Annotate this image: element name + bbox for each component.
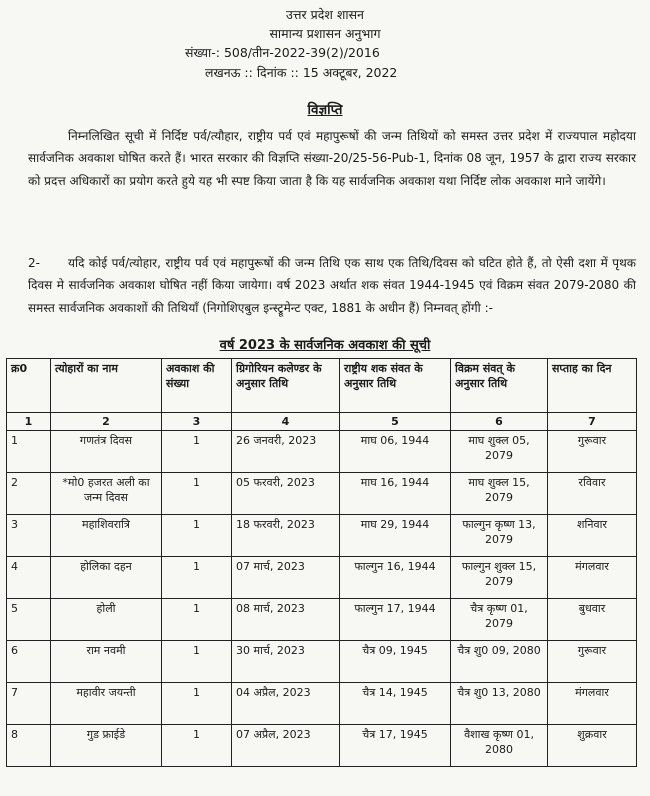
table-header-row <box>7 359 637 413</box>
cell-name: गुड फ्राईडे <box>51 725 162 767</box>
cell-greg: 07 अप्रैल, 2023 <box>232 725 340 767</box>
cell-num: 4 <box>7 557 51 599</box>
table-row <box>7 683 637 725</box>
cell-weekday: मंगलवार <box>548 683 637 725</box>
cell-num: 8 <box>7 725 51 767</box>
cell-name: गणतंत्र दिवस <box>51 431 162 473</box>
cell-name: होली <box>51 599 162 641</box>
cell-weekday: गुरूवार <box>548 431 637 473</box>
cell-shaka: माघ 29, 1944 <box>340 515 451 557</box>
cell-days: 1 <box>162 431 232 473</box>
cell-shaka: फाल्गुन 17, 1944 <box>340 599 451 641</box>
cell-shaka: फाल्गुन 16, 1944 <box>340 557 451 599</box>
cell-shaka: चैत्र 17, 1945 <box>340 725 451 767</box>
header-shaka: राष्ट्रीय शक संवत के अनुसार तिथि <box>340 359 451 413</box>
column-number: 3 <box>162 413 232 431</box>
header-weekday: सप्ताह का दिन <box>548 359 637 413</box>
cell-vikram: फाल्गुन शुक्ल 15, 2079 <box>451 557 548 599</box>
cell-shaka: माघ 16, 1944 <box>340 473 451 515</box>
cell-weekday: शुक्रवार <box>548 725 637 767</box>
cell-name: महावीर जयन्ती <box>51 683 162 725</box>
paragraph-2 <box>28 252 636 319</box>
cell-days: 1 <box>162 515 232 557</box>
column-number: 5 <box>340 413 451 431</box>
cell-name: राम नवमी <box>51 641 162 683</box>
notice-title: विज्ञप्ति <box>307 102 343 118</box>
cell-shaka: चैत्र 14, 1945 <box>340 683 451 725</box>
cell-days: 1 <box>162 599 232 641</box>
header-vikram: विक्रम संवत् के अनुसार तिथि <box>451 359 548 413</box>
column-number: 6 <box>451 413 548 431</box>
table-row <box>7 557 637 599</box>
cell-weekday: रविवार <box>548 473 637 515</box>
table-row <box>7 431 637 473</box>
column-number: 4 <box>232 413 340 431</box>
header-greg: ग्रिगोरियन कलेण्डर के अनुसार तिथि <box>232 359 340 413</box>
cell-vikram: माघ शुक्ल 05, 2079 <box>451 431 548 473</box>
cell-num: 1 <box>7 431 51 473</box>
table-title: वर्ष 2023 के सार्वजनिक अवकाश की सूची <box>219 338 431 353</box>
cell-num: 2 <box>7 473 51 515</box>
header-name: त्योहारों का नाम <box>51 359 162 413</box>
table-row <box>7 515 637 557</box>
column-number-row <box>7 413 637 431</box>
cell-num: 6 <box>7 641 51 683</box>
cell-name: *मो0 हजरत अली का जन्म दिवस <box>51 473 162 515</box>
table-row <box>7 641 637 683</box>
cell-greg: 26 जनवरी, 2023 <box>232 431 340 473</box>
cell-greg: 08 मार्च, 2023 <box>232 599 340 641</box>
cell-num: 5 <box>7 599 51 641</box>
cell-vikram: चैत्र शु0 09, 2080 <box>451 641 548 683</box>
cell-num: 3 <box>7 515 51 557</box>
holiday-table <box>6 358 637 767</box>
cell-vikram: चैत्र शु0 13, 2080 <box>451 683 548 725</box>
header-num: क्र0 <box>7 359 51 413</box>
cell-num: 7 <box>7 683 51 725</box>
cell-name: होलिका दहन <box>51 557 162 599</box>
column-number: 7 <box>548 413 637 431</box>
cell-weekday: गुरूवार <box>548 641 637 683</box>
cell-greg: 07 मार्च, 2023 <box>232 557 340 599</box>
cell-days: 1 <box>162 641 232 683</box>
govt-name: उत्तर प्रदेश शासन <box>286 7 364 22</box>
cell-greg: 18 फरवरी, 2023 <box>232 515 340 557</box>
cell-shaka: चैत्र 09, 1945 <box>340 641 451 683</box>
cell-greg: 30 मार्च, 2023 <box>232 641 340 683</box>
department-name: सामान्य प्रशासन अनुभाग <box>269 26 381 41</box>
header-days: अवकाश की संख्या <box>162 359 232 413</box>
table-row <box>7 725 637 767</box>
cell-vikram: वैशाख कृष्ण 01, 2080 <box>451 725 548 767</box>
cell-days: 1 <box>162 725 232 767</box>
reference-number: संख्या-: 508/तीन-2022-39(2)/2016 <box>185 45 380 60</box>
cell-vikram: माघ शुक्ल 15, 2079 <box>451 473 548 515</box>
paragraph-1: निम्नलिखित सूची में निर्दिष्ट पर्व/त्यौहार, राष्ट्रीय पर्व एवं महापुरूषों की जन्म तिथियों को समस्त उत्तर प्रदेश में राज्यपाल महोदया सार्वजनिक अवकाश घोषित करते हैं। भारत सरकार की विज्ञप्ति संख्या-20/25-56-Pub-1, दिनांक 08 जून, 1957 के द्वारा राज्य सरकार को प्रदत्त अधिकारों का प्रयोग करते हुये यह भी स्पष्ट किया जाता है कि यह सार्वजनिक अवकाश यथा निर्दिष्ट लोक अवकाश माने जायेंगे। <box>28 129 636 188</box>
cell-vikram: फाल्गुन कृष्ण 13, 2079 <box>451 515 548 557</box>
cell-greg: 05 फरवरी, 2023 <box>232 473 340 515</box>
cell-weekday: बुधवार <box>548 599 637 641</box>
cell-shaka: माघ 06, 1944 <box>340 431 451 473</box>
cell-greg: 04 अप्रैल, 2023 <box>232 683 340 725</box>
cell-days: 1 <box>162 557 232 599</box>
table-row <box>7 473 637 515</box>
paragraph-2-text: यदि कोई पर्व/त्योहार, राष्ट्रीय पर्व एवं महापुरूषों की जन्म तिथि एक साथ एक तिथि/दिवस को घटित होते हैं, तो ऐसी दशा में पृथक दिवस मे सार्वजनिक अवकाश घोषित नहीं किया जायेगा। वर्ष 2023 अर्थात शक संवत 1944-1945 एवं विक्रम संवत 2079-2080 की समस्त सार्वजनिक अवकाशों की तिथियाँ (निगोशिएबुल इन्स्ट्रूमेन्ट एक्ट, 1881 के अधीन हैं) निम्नवत् होंगी :- <box>28 256 636 315</box>
cell-vikram: चैत्र कृष्ण 01, 2079 <box>451 599 548 641</box>
column-number: 2 <box>51 413 162 431</box>
cell-weekday: मंगलवार <box>548 557 637 599</box>
issue-date: लखनऊ :: दिनांक :: 15 अक्टूबर, 2022 <box>205 65 398 80</box>
paragraph-2-number: 2- <box>28 256 40 270</box>
cell-name: महाशिवरात्रि <box>51 515 162 557</box>
cell-days: 1 <box>162 473 232 515</box>
cell-weekday: शनिवार <box>548 515 637 557</box>
cell-days: 1 <box>162 683 232 725</box>
column-number: 1 <box>7 413 51 431</box>
table-row <box>7 599 637 641</box>
